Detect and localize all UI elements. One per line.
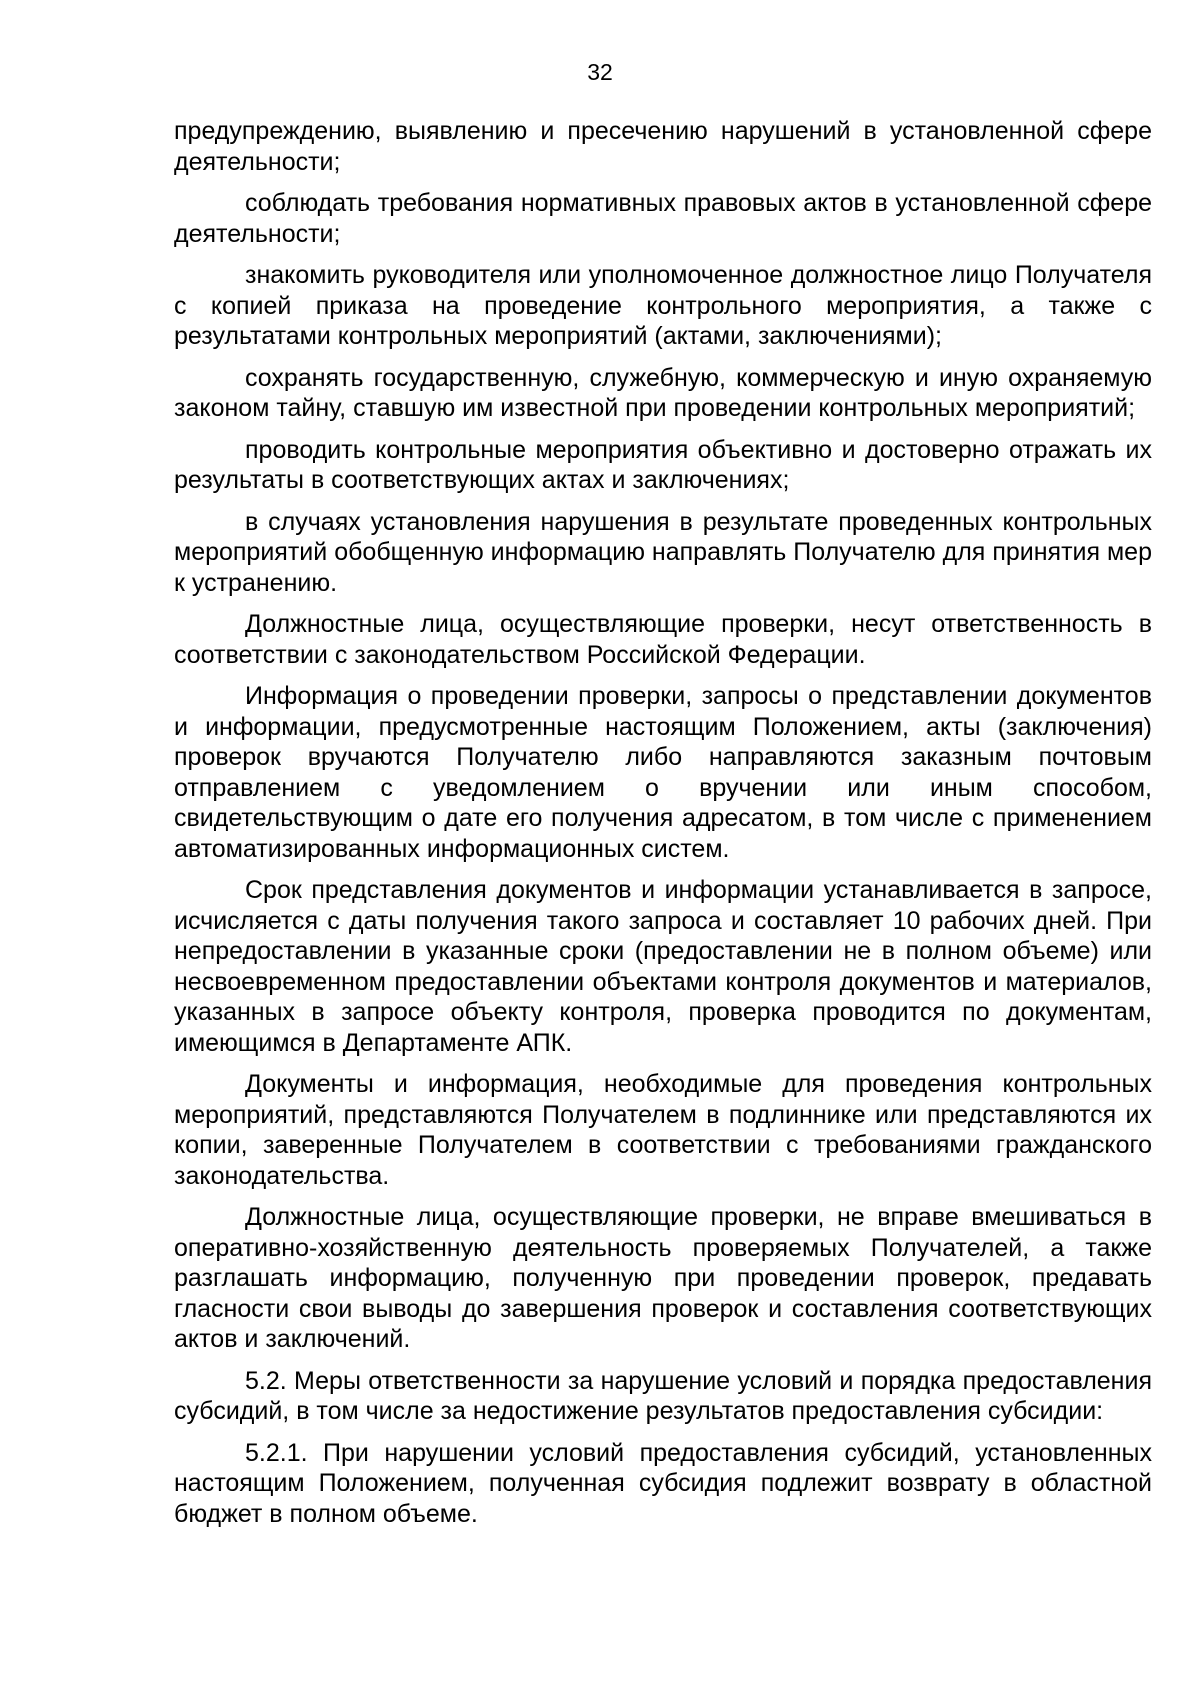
paragraph: предупреждению, выявлению и пресечению нарушений в установленной сфере деятельности; [174,117,1152,176]
document-body [174,116,1152,1540]
paragraph: Должностные лица, осуществляющие проверки, несут ответственность в соответствии с законодательством Российской Федерации. [174,610,1152,669]
page-number: 32 [587,59,613,85]
paragraph: соблюдать требования нормативных правовых актов в установленной сфере деятельности; [174,189,1152,248]
paragraph: Должностные лица, осуществляющие проверки, не вправе вмешиваться в оперативно-хозяйственную деятельность проверяемых Получателей, а также разглашать информацию, полученную при проведении проверок, предавать гласности свои выводы до завершения проверок и составления соответствующих актов и заключений. [174,1203,1152,1353]
paragraph: Документы и информация, необходимые для проведения контрольных мероприятий, представляются Получателем в подлиннике или представляются их копии, заверенные Получателем в соответствии с требованиями гражданского законодательства. [174,1070,1152,1190]
paragraph: проводить контрольные мероприятия объективно и достоверно отражать их результаты в соответствующих актах и заключениях; [174,435,1152,494]
section-heading-5-2: 5.2. Меры ответственности за нарушение условий и порядка предоставления субсидий, в том числе за недостижение результатов предоставления субсидии: [174,1366,1152,1425]
paragraph: сохранять государственную, служебную, коммерческую и иную охраняемую законом тайну, ставшую им известной при проведении контрольных мероприятий; [174,363,1152,422]
subsection-5-2-1: 5.2.1. При нарушении условий предоставления субсидий, установленных настоящим Положением, полученная субсидия подлежит возврату в областной бюджет в полном объеме. [174,1438,1152,1528]
paragraph: знакомить руководителя или уполномоченное должностное лицо Получателя с копией приказа на проведение контрольного мероприятия, а также с результатами контрольных мероприятий (актами, заключениями); [174,261,1152,350]
paragraph: в случаях установления нарушения в результате проведенных контрольных мероприятий обобщенную информацию направлять Получателю для принятия мер к устранению. [174,507,1152,597]
paragraph: Срок представления документов и информации устанавливается в запросе, исчисляется с даты получения такого запроса и составляет 10 рабочих дней. При непредоставлении в указанные сроки (предоставлении не в полном объеме) или несвоевременном предоставлении объектами контроля документов и материалов, указанных в запросе объекту контроля, проверка проводится по документам, имеющимся в Департаменте АПК. [174,876,1152,1057]
paragraph: Информация о проведении проверки, запросы о представлении документов и информации, предусмотренные настоящим Положением, акты (заключения) проверок вручаются Получателю либо направляются заказным почтовым отправлением с уведомлением о вручении или иным способом, свидетельствующим о дате его получения адресатом, в том числе с применением автоматизированных информационных систем. [174,682,1152,863]
